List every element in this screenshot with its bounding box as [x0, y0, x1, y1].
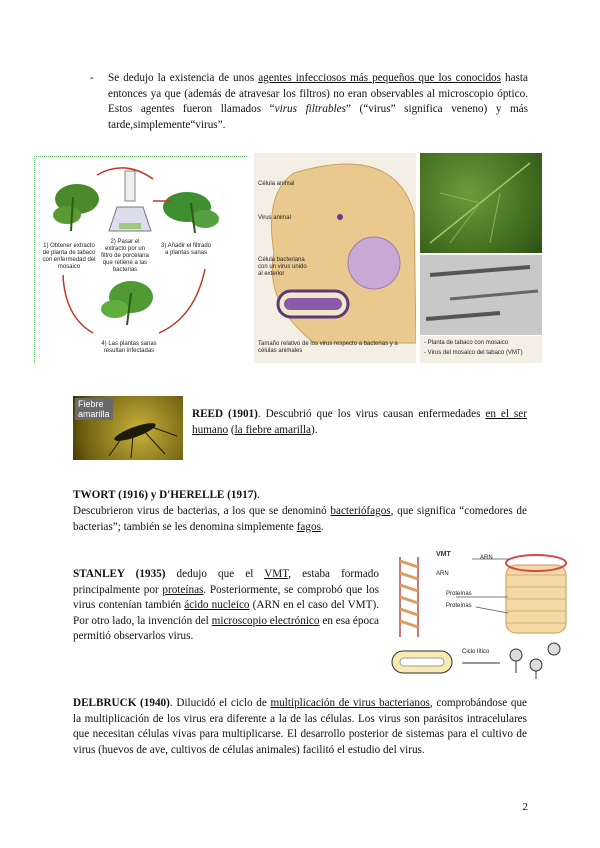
underlined-term: bacteriófagos	[330, 505, 391, 517]
text: .	[320, 520, 324, 533]
mosaic-caption-1: - Planta de tabaco con mosaico	[424, 340, 509, 346]
bullet-paragraph	[108, 71, 528, 133]
fever-label-line2: amarilla	[78, 409, 110, 419]
text: (	[228, 423, 235, 436]
underlined-term: fagos	[296, 520, 321, 533]
yellow-fever-image	[73, 396, 183, 460]
cell-label: Célula animal	[258, 181, 295, 187]
scientist-name: STANLEY (1935)	[73, 568, 166, 580]
phage-icon	[510, 643, 560, 679]
text: dedujo que el	[165, 568, 265, 580]
virus-label: Virus animal	[258, 215, 291, 221]
proteins-label-2: Proteínas	[446, 603, 472, 609]
underlined-term: VMT	[264, 568, 289, 580]
arn-label-2: ARN	[480, 555, 493, 561]
bacterium-core	[284, 298, 342, 310]
underlined-term: ácido nucleico	[184, 599, 250, 611]
vmt-micrograph	[420, 255, 542, 335]
text: hasta entonces ya que (además de atravesar los filtros) no eran observables al microscopio óptico. Estos agentes fueron llamados “	[108, 72, 528, 115]
fever-label	[75, 398, 113, 420]
text: Se dedujo la existencia de unos	[108, 72, 259, 84]
step-text: 3) Añadir el filtrado a plantas sanas	[160, 243, 212, 256]
underlined-term: microscopio electrónico	[211, 614, 320, 627]
underlined-term: multiplicación de virus bacterianos	[270, 697, 430, 709]
reed-paragraph	[192, 407, 527, 438]
micrograph-rods	[420, 255, 542, 335]
capsid-icon	[506, 555, 566, 633]
bacterium-label: Célula bacteriana con un virus unido al exterior	[258, 257, 307, 277]
pointer-line	[476, 607, 508, 613]
text: , estaba formado principalmente por	[73, 568, 379, 596]
plant-leaf-icon	[53, 184, 99, 231]
text: . Posteriormente, se comprobó que los virus contenían también	[73, 583, 379, 611]
vmt-label: VMT	[436, 551, 451, 558]
caption-text: Planta de tabaco con mosaico	[427, 340, 509, 346]
underlined-term: proteínas	[162, 583, 204, 596]
virus-dot	[337, 214, 343, 220]
step1-label	[39, 243, 99, 271]
text: , que significa “comedores de bacterias”; también se les denomina simplemente	[73, 505, 527, 533]
virus-size-figure	[254, 153, 416, 363]
text: .	[257, 489, 260, 501]
plant-leaf-icon	[163, 192, 219, 233]
fever-label-line1: Fiebre	[78, 399, 104, 409]
filter-flask-icon	[109, 171, 151, 231]
text: ).	[310, 423, 318, 436]
tobacco-leaf-photo	[420, 153, 542, 253]
text: (ARN en el caso del VMT). Por otro lado, la invención del	[73, 599, 379, 627]
text: en esa época permitió observarlos virus.	[73, 614, 380, 642]
text: , comprobándose que la multiplicación de los virus era diferente a la de las células. Los virus son parásitos intracelulares que necesitan células vivas para multiplicarse. El desarrollo posterior de sistemas para el cultivo de virus (huevos de ave, cultivos de células animales) facilitó el estudio del virus.	[73, 697, 528, 756]
text: Descubrieron virus de bacterias, a los que se denominó	[73, 505, 331, 517]
proteins-label-1: Proteínas	[446, 591, 472, 597]
twort-heading	[73, 488, 260, 504]
step-text: 4) Las plantas sanas resultan infectadas	[101, 341, 157, 354]
italic-term: virus filtrables	[274, 103, 346, 115]
delbruck-paragraph	[73, 696, 527, 758]
bacterium-icon	[392, 651, 452, 673]
vmt-structure-figure	[386, 545, 570, 680]
scientist-name: DELBRUCK (1940)	[73, 697, 170, 709]
mosaic-caption-box	[420, 336, 542, 363]
text: . Dilucidó el ciclo de	[169, 697, 271, 709]
arrow-icon	[159, 269, 205, 333]
step3-label	[159, 243, 213, 257]
nucleus-shape	[348, 237, 400, 289]
text: ” (“virus” significa veneno) y más tarde,simplemente“virus”.	[108, 103, 529, 131]
text: . Descubrió que los virus causan enfermedades	[257, 408, 486, 420]
leaf-texture	[420, 153, 542, 253]
tobacco-experiment-figure	[34, 156, 247, 363]
twort-paragraph	[73, 504, 527, 535]
step2-label	[101, 239, 149, 274]
helix-icon	[400, 557, 418, 637]
underlined-term: la fiebre amarilla	[234, 423, 311, 436]
stanley-paragraph	[73, 567, 379, 645]
arn-label-1: ARN	[436, 571, 449, 577]
page-number: 2	[522, 801, 528, 813]
mosaic-caption-2: - Virus del mosaico del tabaco (VMT)	[424, 350, 523, 356]
underlined-term: en el ser humano	[192, 408, 527, 436]
lytic-cycle-label: Ciclo lítico	[462, 649, 490, 655]
vmt-diagram	[386, 545, 570, 680]
underlined-term: agentes infecciosos más pequeños que los conocidos	[258, 72, 501, 84]
scientist-name: REED (1901)	[192, 408, 258, 420]
size-caption: Tamaño relativo de los virus respecto a bacterias y a células animales	[258, 341, 398, 354]
arrow-icon	[63, 275, 93, 333]
step-text: 1) Obtener extracto de planta de tabaco con enfermedad del mosaico	[42, 243, 96, 270]
bullet-dash: -	[90, 72, 94, 84]
caption-text: Virus del mosaico del tabaco (VMT)	[427, 350, 523, 356]
step-text: 2) Pasar el extracto por un filtro de porcelana que retiene a las bacterias	[101, 239, 149, 273]
scientist-name: TWORT (1916) y D'HERELLE (1917)	[73, 489, 258, 501]
plant-leaf-icon	[101, 281, 153, 325]
step4-label	[101, 341, 157, 355]
